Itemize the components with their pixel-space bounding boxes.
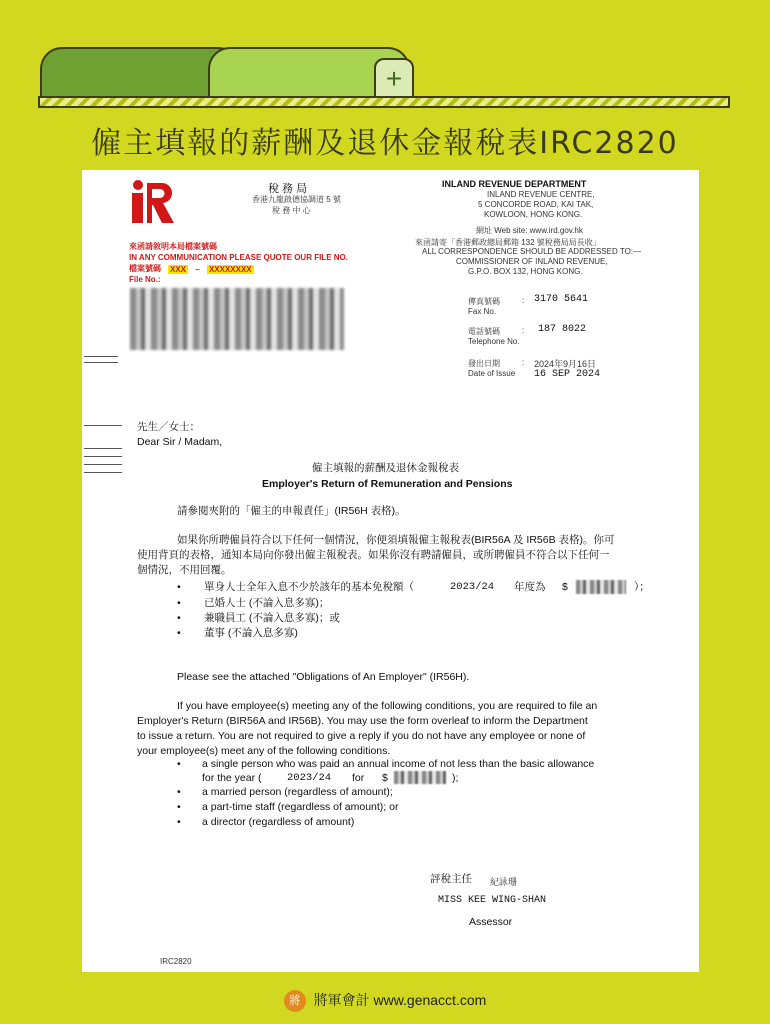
tel-value: 187 8022 bbox=[538, 324, 587, 335]
correspondence-cn: 來函請寄「香港郵政總局郵箱 132 號稅務局局長收」 bbox=[415, 238, 601, 247]
file-no-label-cn: 檔案號碼 bbox=[129, 264, 161, 273]
fax-colon: : bbox=[522, 296, 525, 305]
bullet-cn-1-year: 2023/24 bbox=[450, 581, 495, 593]
bullet-en-1-close: ); bbox=[452, 772, 459, 784]
bullet-cn-1-close: ）； bbox=[634, 581, 650, 593]
para2-en-line4: your employee(s) meet any of the following conditions. bbox=[137, 745, 391, 757]
salutation-en: Dear Sir / Madam, bbox=[137, 436, 223, 448]
para2-cn-line2: 使用背頁的表格，通知本局向你發出僱主報稅表。如果你沒有聘請僱員，或所聘僱員不符合以下任何一 bbox=[137, 549, 610, 561]
redacted-address bbox=[130, 288, 344, 350]
correspondence-en-line2: COMMISSIONER OF INLAND REVENUE, bbox=[456, 257, 608, 266]
bullet-en-4-glyph: • bbox=[177, 816, 181, 828]
plus-icon: + bbox=[374, 58, 414, 100]
brand-seal-icon: 將 bbox=[284, 990, 306, 1012]
bullet-cn-2-glyph: • bbox=[177, 597, 181, 609]
page-title: 僱主填報的薪酬及退休金報稅表IRC2820 bbox=[91, 126, 679, 161]
bullet-en-1-line2: for the year ( bbox=[202, 772, 262, 784]
para1-en: Please see the attached "Obligations of An Employer" (IR56H). bbox=[177, 671, 470, 683]
file-no-label-en: File No.: bbox=[129, 275, 161, 284]
fold-mark bbox=[84, 448, 122, 449]
form-code: IRC2820 bbox=[160, 957, 192, 966]
fold-mark bbox=[84, 356, 118, 357]
fold-mark bbox=[84, 362, 118, 363]
bullet-en-4: a director (regardless of amount) bbox=[202, 816, 355, 828]
bullet-en-1-for: for bbox=[352, 772, 365, 784]
bullet-cn-4: 董事 (不論入息多寡) bbox=[204, 627, 298, 639]
para1-cn: 請參閱夾附的「僱主的申報責任」(IR56H 表格)。 bbox=[177, 505, 406, 517]
correspondence-en-line3: G.P.O. BOX 132, HONG KONG. bbox=[468, 267, 583, 276]
website-line: 網址 Web site: www.ird.gov.hk bbox=[476, 226, 583, 235]
letter-title-cn: 僱主填報的薪酬及退休金報稅表 bbox=[312, 462, 459, 474]
signatory-name-en: MISS KEE WING-SHAN bbox=[438, 895, 547, 906]
striped-divider bbox=[38, 96, 730, 108]
bullet-en-3-glyph: • bbox=[177, 801, 181, 813]
file-no-value: XXX – XXXXXXXX bbox=[170, 265, 252, 274]
issue-date-cn: 2024年9月16日 bbox=[534, 359, 597, 369]
date-label-en: Date of Issue bbox=[468, 369, 516, 378]
bullet-cn-1-text: 單身人士全年入息不少於該年的基本免稅額（ bbox=[204, 581, 414, 593]
fax-label-en: Fax No. bbox=[468, 307, 497, 316]
date-colon: : bbox=[522, 358, 525, 367]
salutation-cn: 先生／女士： bbox=[137, 421, 200, 433]
bullet-en-1-line1: a single person who was paid an annual income of not less than the basic allowance bbox=[202, 758, 595, 770]
tax-letter-document bbox=[82, 170, 699, 972]
para2-en-line3: to issue a return. You are not required to give a reply if you do not have any employee or none of bbox=[137, 730, 586, 742]
bullet-en-1-glyph: • bbox=[177, 758, 181, 770]
brand-url[interactable]: www.genacct.com bbox=[373, 992, 487, 1008]
ird-logo-icon bbox=[129, 179, 175, 223]
footer-brand bbox=[0, 990, 770, 1012]
bullet-en-1-dollar: $ bbox=[382, 772, 388, 784]
bullet-cn-2: 已婚人士 (不論入息多寡)； bbox=[204, 597, 330, 609]
signatory-title-cn: 評稅主任 bbox=[430, 873, 472, 885]
fax-value: 3170 5641 bbox=[534, 294, 589, 305]
letter-title-en: Employer's Return of Remuneration and Pensions bbox=[262, 478, 513, 490]
bullet-cn-1: • bbox=[177, 581, 181, 593]
tel-colon: : bbox=[522, 326, 525, 335]
date-label-cn: 發出日期 bbox=[468, 359, 500, 368]
file-ref-note-cn: 來函請敘明本局檔案號碼 bbox=[129, 242, 217, 251]
redacted-amount bbox=[394, 771, 446, 784]
signatory-title-en: Assessor bbox=[469, 916, 513, 928]
address-cn-line1: 香港九龍啟德協調道 5 號 bbox=[252, 195, 341, 204]
para2-cn-line3: 個情況，不用回覆。 bbox=[137, 564, 232, 576]
fold-mark bbox=[84, 456, 122, 457]
redacted-amount bbox=[576, 580, 626, 594]
para2-cn-line1: 如果你所聘僱員符合以下任何一個情況，你便須填報僱主報稅表(BIR56A 及 IR56B 表格)。你可 bbox=[177, 534, 615, 546]
address-en-line2: 5 CONCORDE ROAD, KAI TAK, bbox=[478, 200, 594, 209]
fold-mark bbox=[84, 472, 122, 473]
para2-en-line1: If you have employee(s) meeting any of the following conditions, you are required to file an bbox=[177, 700, 598, 712]
dept-name-en: INLAND REVENUE DEPARTMENT bbox=[442, 179, 587, 189]
bullet-en-2-glyph: • bbox=[177, 786, 181, 798]
fold-mark bbox=[84, 425, 122, 426]
bullet-cn-3: 兼職員工 (不論入息多寡)；或 bbox=[204, 612, 340, 624]
address-en-line3: KOWLOON, HONG KONG. bbox=[484, 210, 583, 219]
address-en-line1: INLAND REVENUE CENTRE, bbox=[487, 190, 595, 199]
correspondence-en-line1: ALL CORRESPONDENCE SHOULD BE ADDRESSED TO:— bbox=[422, 247, 642, 256]
dept-name-cn: 稅 務 局 bbox=[268, 183, 308, 195]
signatory-name-cn: 紀詠珊 bbox=[490, 877, 518, 887]
para2-en-line2: Employer's Return (BIR56A and IR56B). You may use the form overleaf to inform the Department bbox=[137, 715, 588, 727]
issue-date-en: 16 SEP 2024 bbox=[534, 369, 601, 380]
bullet-en-3: a part-time staff (regardless of amount); or bbox=[202, 801, 399, 813]
fold-mark bbox=[84, 464, 122, 465]
bullet-cn-3-glyph: • bbox=[177, 612, 181, 624]
bullet-en-2: a married person (regardless of amount); bbox=[202, 786, 393, 798]
bullet-cn-1-label: 年度為 bbox=[514, 581, 546, 593]
tel-label-en: Telephone No. bbox=[468, 337, 520, 346]
address-cn-line2: 稅 務 中 心 bbox=[272, 206, 311, 215]
bullet-cn-1-dollar: $ bbox=[562, 581, 568, 593]
bullet-cn-4-glyph: • bbox=[177, 627, 181, 639]
bullet-en-1-year: 2023/24 bbox=[287, 772, 332, 784]
tel-label-cn: 電話號碼 bbox=[468, 327, 500, 336]
file-ref-note-en: IN ANY COMMUNICATION PLEASE QUOTE OUR FILE NO. bbox=[129, 253, 348, 262]
brand-name: 將軍會計 bbox=[313, 992, 370, 1008]
fax-label-cn: 傳真號碼 bbox=[468, 297, 500, 306]
